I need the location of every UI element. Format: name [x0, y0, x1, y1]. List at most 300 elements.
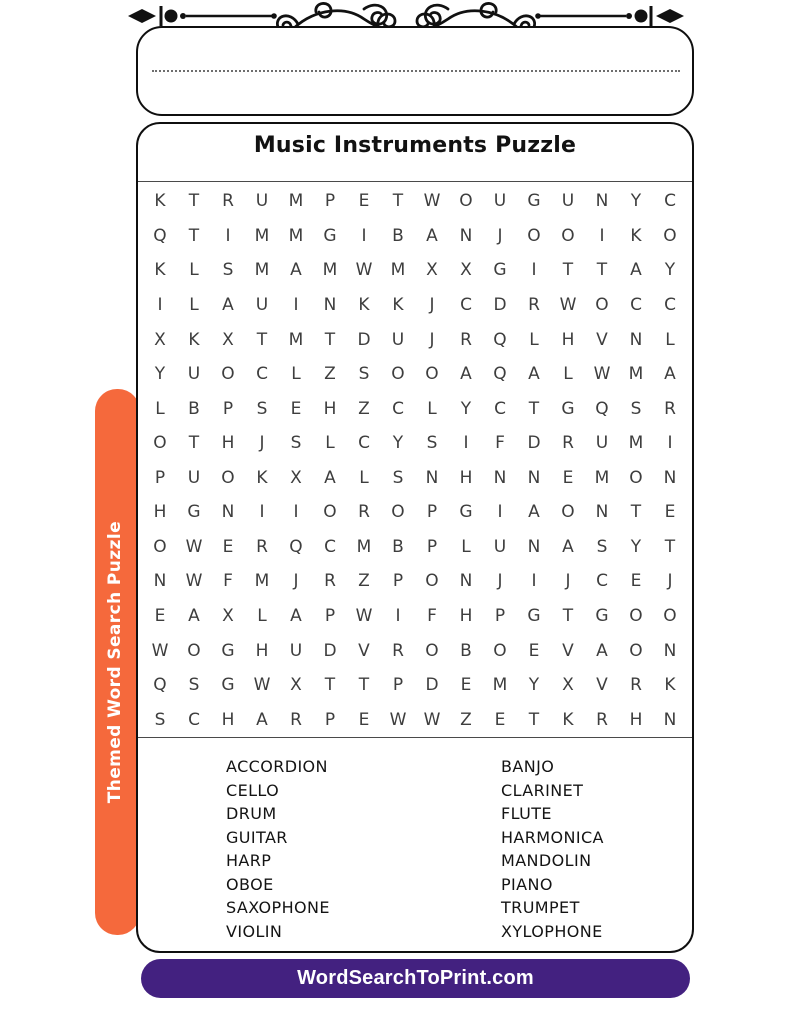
grid-letter: N [425, 467, 439, 488]
grid-letter: W [355, 260, 373, 281]
grid-letter: O [629, 640, 643, 661]
grid-letter: G [187, 502, 201, 523]
grid-letter: X [460, 260, 472, 281]
grid-letter: X [290, 675, 302, 696]
grid-letter: B [460, 640, 472, 661]
grid-letter: C [664, 191, 676, 212]
grid-letter: M [254, 260, 270, 281]
grid-letter: U [187, 467, 201, 488]
grid-letter: L [461, 536, 471, 557]
grid-letter: U [255, 191, 269, 212]
grid-letter: O [323, 502, 337, 523]
grid-letter: T [528, 709, 540, 730]
grid-letter: E [358, 709, 370, 730]
grid-letter: F [223, 571, 233, 592]
grid-letter: M [254, 225, 270, 246]
grid-letter: U [391, 329, 405, 350]
grid-letter: I [463, 433, 469, 454]
grid-letter: D [425, 675, 439, 696]
grid-letter: G [561, 398, 575, 419]
grid-letter: X [562, 675, 574, 696]
site-url-label: WordSearchToPrint.com [297, 967, 534, 989]
grid-letter: T [630, 502, 642, 523]
grid-letter: T [664, 536, 676, 557]
grid-letter: X [222, 606, 234, 627]
divider [138, 181, 692, 182]
word-item: CLARINET [501, 780, 584, 800]
grid-letter: A [426, 225, 438, 246]
grid-letter: K [358, 294, 370, 315]
grid-letter: N [527, 536, 541, 557]
grid-letter: O [391, 364, 405, 385]
grid-letter: A [562, 536, 574, 557]
grid-letter: M [288, 329, 304, 350]
grid-letter: J [259, 433, 265, 454]
word-item: XYLOPHONE [501, 921, 603, 941]
grid-letter: T [596, 260, 608, 281]
grid-letter: A [256, 709, 268, 730]
grid-letter: L [291, 364, 301, 385]
grid-letter: R [664, 398, 676, 419]
grid-letter: C [324, 536, 336, 557]
grid-letter: C [596, 571, 608, 592]
grid-letter: G [527, 606, 541, 627]
grid-letter: J [497, 571, 503, 592]
word-item: MANDOLIN [501, 851, 592, 870]
letter-grid [143, 184, 687, 737]
grid-letter: V [596, 329, 608, 350]
grid-letter: M [322, 260, 338, 281]
theme-side-tab [95, 389, 140, 935]
theme-side-tab-label: Themed Word Search Puzzle [105, 520, 125, 804]
grid-letter: E [630, 571, 642, 592]
grid-letter: T [324, 675, 336, 696]
grid-letter: T [528, 398, 540, 419]
grid-letter: R [528, 294, 540, 315]
grid-letter: Y [630, 191, 642, 212]
grid-letter: Y [392, 433, 404, 454]
grid-letter: E [154, 606, 166, 627]
word-list-left-column [226, 755, 330, 943]
grid-letter: G [459, 502, 473, 523]
grid-letter: O [629, 467, 643, 488]
grid-letter: R [222, 191, 234, 212]
word-item: HARMONICA [501, 827, 604, 847]
grid-letter: U [289, 640, 303, 661]
grid-letter: O [153, 433, 167, 454]
grid-row [143, 633, 687, 668]
grid-letter: Q [153, 675, 167, 696]
grid-letter: R [460, 329, 472, 350]
grid-letter: P [494, 606, 506, 627]
grid-letter: Z [460, 709, 472, 730]
grid-letter: N [595, 191, 609, 212]
grid-letter: I [293, 502, 299, 523]
grid-letter: Y [460, 398, 472, 419]
grid-letter: S [290, 433, 302, 454]
grid-letter: P [426, 536, 438, 557]
grid-letter: E [562, 467, 574, 488]
grid-letter: S [426, 433, 438, 454]
grid-letter: K [154, 191, 166, 212]
grid-letter: E [290, 398, 302, 419]
grid-letter: S [222, 260, 234, 281]
grid-letter: N [527, 467, 541, 488]
grid-letter: T [358, 675, 370, 696]
grid-letter: M [594, 467, 610, 488]
grid-letter: Q [493, 364, 507, 385]
grid-letter: U [255, 294, 269, 315]
grid-row [143, 495, 687, 530]
divider [138, 737, 692, 738]
grid-letter: R [630, 675, 642, 696]
grid-letter: L [189, 260, 199, 281]
grid-letter: H [629, 709, 643, 730]
grid-letter: O [663, 225, 677, 246]
grid-letter: H [561, 329, 575, 350]
grid-letter: R [596, 709, 608, 730]
grid-letter: I [225, 225, 231, 246]
grid-letter: M [390, 260, 406, 281]
grid-letter: I [157, 294, 163, 315]
grid-letter: J [429, 329, 435, 350]
grid-letter: A [460, 364, 472, 385]
grid-letter: Z [358, 571, 370, 592]
grid-row [143, 668, 687, 703]
grid-letter: W [423, 709, 441, 730]
grid-letter: O [187, 640, 201, 661]
grid-letter: N [459, 225, 473, 246]
grid-letter: A [528, 502, 540, 523]
grid-letter: L [189, 294, 199, 315]
word-list [138, 749, 692, 951]
grid-letter: O [493, 640, 507, 661]
grid-row [143, 322, 687, 357]
grid-letter: L [359, 467, 369, 488]
grid-letter: N [663, 709, 677, 730]
grid-letter: I [395, 606, 401, 627]
grid-letter: I [293, 294, 299, 315]
grid-letter: R [392, 640, 404, 661]
grid-letter: V [596, 675, 608, 696]
grid-letter: W [559, 294, 577, 315]
grid-letter: K [664, 675, 676, 696]
grid-letter: N [663, 640, 677, 661]
word-item: HARP [226, 851, 272, 870]
grid-letter: T [562, 606, 574, 627]
grid-letter: X [222, 329, 234, 350]
grid-letter: P [154, 467, 166, 488]
grid-letter: S [154, 709, 166, 730]
grid-letter: E [664, 502, 676, 523]
grid-letter: N [595, 502, 609, 523]
name-box [136, 26, 694, 116]
grid-letter: M [288, 191, 304, 212]
grid-letter: M [356, 536, 372, 557]
grid-letter: R [562, 433, 574, 454]
grid-letter: C [494, 398, 506, 419]
grid-letter: U [493, 191, 507, 212]
grid-letter: L [325, 433, 335, 454]
grid-letter: O [459, 191, 473, 212]
grid-letter: E [358, 191, 370, 212]
grid-letter: H [323, 398, 337, 419]
grid-letter: O [391, 502, 405, 523]
grid-letter: F [495, 433, 505, 454]
grid-letter: G [221, 640, 235, 661]
grid-letter: B [188, 398, 200, 419]
grid-letter: X [426, 260, 438, 281]
grid-letter: T [256, 329, 268, 350]
grid-letter: V [562, 640, 574, 661]
grid-letter: H [221, 433, 235, 454]
grid-letter: Q [595, 398, 609, 419]
grid-letter: O [221, 364, 235, 385]
grid-letter: W [151, 640, 169, 661]
word-item: DRUM [226, 804, 277, 823]
grid-letter: Q [153, 225, 167, 246]
grid-letter: U [493, 536, 507, 557]
grid-letter: C [188, 709, 200, 730]
grid-letter: Y [154, 364, 166, 385]
grid-letter: W [185, 571, 203, 592]
grid-row [143, 219, 687, 254]
grid-letter: T [188, 191, 200, 212]
grid-letter: G [493, 260, 507, 281]
grid-letter: O [153, 536, 167, 557]
grid-letter: O [425, 364, 439, 385]
grid-letter: A [222, 294, 234, 315]
grid-letter: O [561, 502, 575, 523]
grid-letter: N [323, 294, 337, 315]
grid-letter: I [259, 502, 265, 523]
grid-letter: K [630, 225, 642, 246]
grid-letter: R [324, 571, 336, 592]
grid-letter: P [222, 398, 234, 419]
word-item: CELLO [226, 780, 280, 800]
grid-letter: L [257, 606, 267, 627]
grid-letter: S [392, 467, 404, 488]
grid-letter: W [355, 606, 373, 627]
word-item: FLUTE [501, 804, 552, 823]
grid-letter: E [222, 536, 234, 557]
grid-letter: W [389, 709, 407, 730]
grid-letter: J [497, 225, 503, 246]
grid-letter: C [460, 294, 472, 315]
grid-letter: S [256, 398, 268, 419]
grid-letter: J [429, 294, 435, 315]
puzzle-card [136, 122, 694, 953]
grid-letter: A [528, 364, 540, 385]
grid-letter: A [664, 364, 676, 385]
grid-letter: W [185, 536, 203, 557]
word-item: SAXOPHONE [226, 898, 330, 917]
word-item: ACCORDION [226, 757, 328, 776]
grid-letter: T [562, 260, 574, 281]
grid-letter: D [493, 294, 507, 315]
grid-letter: N [221, 502, 235, 523]
name-write-line [152, 70, 680, 72]
grid-letter: W [423, 191, 441, 212]
grid-letter: N [663, 467, 677, 488]
grid-row [143, 530, 687, 565]
grid-letter: L [155, 398, 165, 419]
grid-letter: Q [289, 536, 303, 557]
grid-letter: F [427, 606, 437, 627]
grid-letter: M [288, 225, 304, 246]
grid-letter: T [188, 433, 200, 454]
grid-letter: H [459, 606, 473, 627]
word-item: VIOLIN [226, 921, 283, 941]
grid-letter: S [358, 364, 370, 385]
grid-letter: J [667, 571, 673, 592]
grid-row [143, 253, 687, 288]
grid-row [143, 288, 687, 323]
grid-letter: D [323, 640, 337, 661]
grid-row [143, 599, 687, 634]
grid-letter: S [596, 536, 608, 557]
grid-letter: V [358, 640, 370, 661]
grid-letter: T [188, 225, 200, 246]
grid-letter: G [221, 675, 235, 696]
grid-letter: C [392, 398, 404, 419]
grid-letter: I [531, 571, 537, 592]
grid-letter: Y [528, 675, 540, 696]
grid-letter: Y [664, 260, 676, 281]
grid-letter: E [460, 675, 472, 696]
grid-letter: L [529, 329, 539, 350]
grid-letter: X [154, 329, 166, 350]
grid-letter: C [664, 294, 676, 315]
grid-letter: R [290, 709, 302, 730]
grid-letter: K [256, 467, 268, 488]
grid-letter: W [593, 364, 611, 385]
grid-row [143, 357, 687, 392]
grid-row [143, 702, 687, 737]
grid-letter: O [561, 225, 575, 246]
grid-letter: G [323, 225, 337, 246]
grid-letter: X [290, 467, 302, 488]
grid-letter: A [188, 606, 200, 627]
grid-letter: T [324, 329, 336, 350]
grid-letter: A [630, 260, 642, 281]
grid-letter: K [562, 709, 574, 730]
grid-letter: K [188, 329, 200, 350]
grid-letter: G [595, 606, 609, 627]
grid-letter: H [221, 709, 235, 730]
word-list-right-column [501, 755, 604, 943]
grid-letter: O [221, 467, 235, 488]
grid-letter: D [357, 329, 371, 350]
grid-letter: W [253, 675, 271, 696]
grid-letter: N [493, 467, 507, 488]
grid-letter: C [358, 433, 370, 454]
grid-letter: P [324, 709, 336, 730]
word-item: TRUMPET [501, 898, 580, 917]
grid-letter: U [187, 364, 201, 385]
grid-letter: A [324, 467, 336, 488]
grid-letter: N [153, 571, 167, 592]
grid-letter: P [426, 502, 438, 523]
grid-letter: H [255, 640, 269, 661]
grid-letter: M [254, 571, 270, 592]
grid-letter: D [527, 433, 541, 454]
grid-letter: H [153, 502, 167, 523]
grid-letter: R [256, 536, 268, 557]
grid-letter: N [459, 571, 473, 592]
grid-letter: A [290, 606, 302, 627]
grid-letter: I [667, 433, 673, 454]
grid-letter: E [494, 709, 506, 730]
word-item: GUITAR [226, 827, 288, 847]
grid-letter: S [188, 675, 200, 696]
grid-letter: A [596, 640, 608, 661]
grid-letter: P [392, 571, 404, 592]
grid-letter: O [629, 606, 643, 627]
grid-letter: C [256, 364, 268, 385]
grid-letter: T [392, 191, 404, 212]
puzzle-title: Music Instruments Puzzle [253, 133, 577, 158]
grid-letter: S [630, 398, 642, 419]
grid-letter: P [324, 606, 336, 627]
word-item: BANJO [501, 757, 555, 776]
grid-letter: I [497, 502, 503, 523]
grid-letter: I [361, 225, 367, 246]
grid-letter: O [595, 294, 609, 315]
word-item: PIANO [501, 874, 553, 894]
grid-letter: O [425, 571, 439, 592]
grid-letter: P [392, 675, 404, 696]
grid-row [143, 564, 687, 599]
grid-letter: A [290, 260, 302, 281]
grid-row [143, 391, 687, 426]
footer-banner[interactable] [141, 959, 690, 998]
grid-letter: G [527, 191, 541, 212]
grid-row [143, 426, 687, 461]
grid-row [143, 184, 687, 219]
grid-letter: Z [324, 364, 336, 385]
grid-letter: O [527, 225, 541, 246]
grid-letter: K [154, 260, 166, 281]
grid-letter: J [565, 571, 571, 592]
grid-letter: Y [630, 536, 642, 557]
grid-letter: I [531, 260, 537, 281]
grid-letter: L [563, 364, 573, 385]
grid-letter: E [528, 640, 540, 661]
grid-letter: Q [493, 329, 507, 350]
grid-letter: O [425, 640, 439, 661]
grid-letter: L [665, 329, 675, 350]
grid-row [143, 461, 687, 496]
grid-letter: U [561, 191, 575, 212]
grid-letter: Z [358, 398, 370, 419]
grid-letter: C [630, 294, 642, 315]
grid-letter: O [663, 606, 677, 627]
grid-letter: M [628, 433, 644, 454]
grid-letter: N [629, 329, 643, 350]
grid-letter: H [459, 467, 473, 488]
grid-letter: M [628, 364, 644, 385]
grid-letter: K [392, 294, 404, 315]
grid-letter: I [599, 225, 605, 246]
grid-letter: M [492, 675, 508, 696]
grid-letter: R [358, 502, 370, 523]
grid-letter: J [293, 571, 299, 592]
grid-letter: B [392, 536, 404, 557]
grid-letter: B [392, 225, 404, 246]
grid-letter: P [324, 191, 336, 212]
grid-letter: U [595, 433, 609, 454]
